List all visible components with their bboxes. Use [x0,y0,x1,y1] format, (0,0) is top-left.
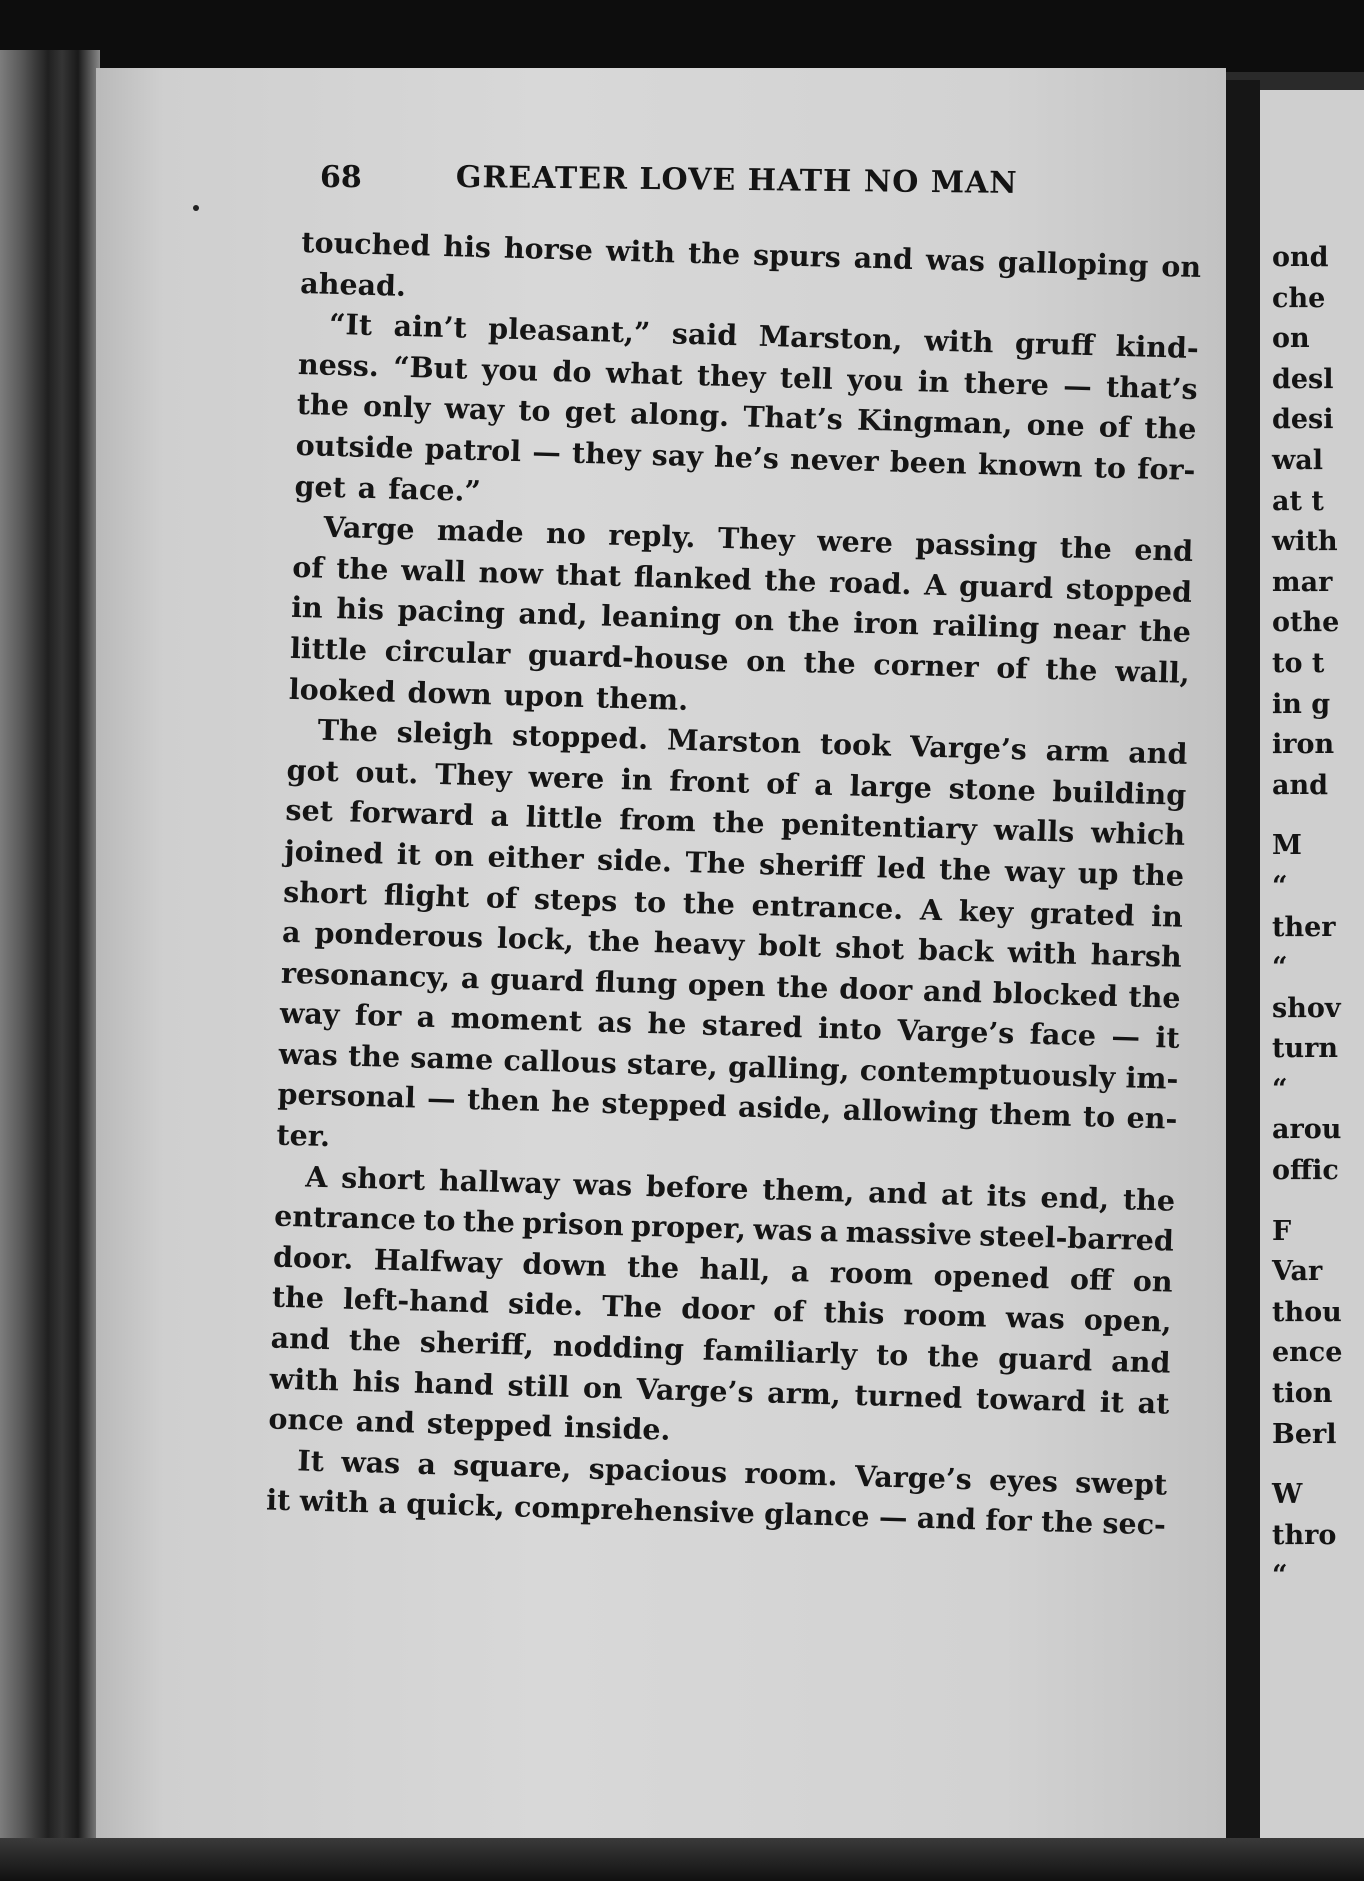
facing-page-fragment: desl [1272,363,1334,395]
facing-page-fragment: to t [1272,647,1325,679]
body-text [266,222,1202,1546]
text-line: ness. “But you do what they tell you in there — that’s [297,346,1199,406]
facing-page-fragment: ther [1272,911,1336,943]
page-number: 68 [320,160,362,195]
text-line: touched his horse with the spurs and was galloping on [300,224,1202,285]
facing-page-fragment: mar [1272,566,1333,598]
facing-page-fragment: on [1272,323,1310,355]
facing-page-fragment: F [1272,1215,1292,1247]
paragraph [294,303,1199,531]
page-header [320,160,1060,204]
text-line: Varge made no reply. They were passing the end [323,509,1194,569]
text-line: “It ain’t pleasant,” said Marston, with gruff kind- [328,306,1200,366]
text-line: personal — then he stepped aside, allowing them to en- [277,1077,1178,1137]
scan-top-border [0,0,1364,72]
text-line: The sleigh stopped. Marston took Varge’s arm and [317,712,1188,772]
facing-page-fragment: che [1272,282,1326,314]
facing-page-fragment: “ [1272,870,1288,902]
text-line: with his hand still on Varge’s arm, turned toward it at [269,1361,1170,1421]
paragraph [276,709,1188,1180]
text-line: ter. [276,1117,331,1154]
text-line: of the wall now that flanked the road. A guard stopped [291,549,1193,609]
text-line: looked down upon them. [288,671,689,717]
text-line: joined it on either side. The sheriff led the way up the [283,833,1185,893]
text-line: little circular guard-house on the corner of the wall, [289,630,1191,690]
facing-page-fragment: “ [1272,1073,1288,1105]
facing-page-fragment: iron [1272,729,1335,761]
facing-page-text [1272,238,1342,1597]
facing-page-fragment: turn [1272,1033,1338,1065]
facing-page-fragment: M [1272,830,1302,862]
facing-page-fragment: at t [1272,485,1324,517]
text-line: resonancy, a guard flung open the door and blocked the [280,955,1182,1015]
facing-page-fragment [1272,1455,1342,1475]
facing-page-fragment: Var [1272,1256,1323,1288]
facing-page-fragment: thou [1272,1296,1342,1328]
book-binding [0,50,100,1850]
facing-page-fragment: and [1272,769,1329,801]
text-line: way for a moment as he stared into Varge’s face — it [279,995,1180,1056]
facing-page-fragment: offic [1272,1155,1339,1187]
text-line: It was a square, spacious room. Varge’s eyes swept [296,1443,1168,1502]
text-line: the left-hand side. The door of this room was open, [271,1280,1173,1340]
text-line: outside patrol — they say he’s never been known to for- [295,427,1196,488]
scan-bottom-border [0,1838,1364,1881]
text-line: short flight of steps to the entrance. A key grated in [282,874,1184,934]
facing-page-fragment: arou [1272,1114,1342,1146]
paragraph [268,1155,1176,1464]
facing-page-fragment [1272,1192,1342,1212]
text-line: got out. They were in front of a large stone building [286,752,1187,812]
ink-speck [193,205,199,211]
paragraph [288,506,1193,734]
facing-page-fragment: thro [1272,1519,1337,1551]
text-line: and the sheriff, nodding familiarly to the guard and [270,1320,1171,1380]
text-line: get a face.” [294,468,482,508]
facing-page-fragment: in g [1272,688,1331,720]
facing-page-fragment: “ [1272,1560,1288,1592]
facing-page-fragment: with [1272,526,1338,558]
facing-page-fragment: Berl [1272,1418,1337,1450]
facing-page-fragment: shov [1272,992,1341,1024]
facing-page-fragment: ond [1272,242,1329,273]
facing-page-fragment: W [1272,1479,1303,1511]
text-line: a ponderous lock, the heavy bolt shot back with harsh [281,914,1183,974]
text-line: it with a quick, comprehensive glance — and for the sec- [265,1482,1167,1543]
text-line: in his pacing and, leaning on the iron railing near the [290,590,1192,650]
facing-page-fragment [1272,806,1342,826]
running-title: GREATER LOVE HATH NO MAN [455,160,1018,201]
facing-page-fragment: “ [1272,952,1288,984]
facing-page-fragment: othe [1272,607,1340,639]
text-line: A short hallway was before them, and at its end, the [304,1159,1176,1218]
text-line: the only way to get along. That’s Kingman, one of the [296,387,1197,447]
facing-page-fragment: tion [1272,1378,1333,1410]
text-line: was the same callous stare, galling, contemptuously im- [278,1036,1179,1096]
text-line: once and stepped inside. [268,1401,671,1447]
facing-page-fragment: ence [1272,1337,1343,1369]
facing-page-fragment: wal [1272,444,1323,476]
text-line: set forward a little from the penitentiary walls which [285,793,1186,853]
facing-page-fragment: desi [1272,404,1334,436]
text-line: entrance to the prison proper, was a massive steel-barred [273,1198,1175,1258]
text-line: door. Halfway down the hall, a room opened off on [272,1239,1174,1299]
page-gutter [1226,80,1260,1850]
text-line: ahead. [299,265,407,303]
facing-page [1260,90,1364,1845]
